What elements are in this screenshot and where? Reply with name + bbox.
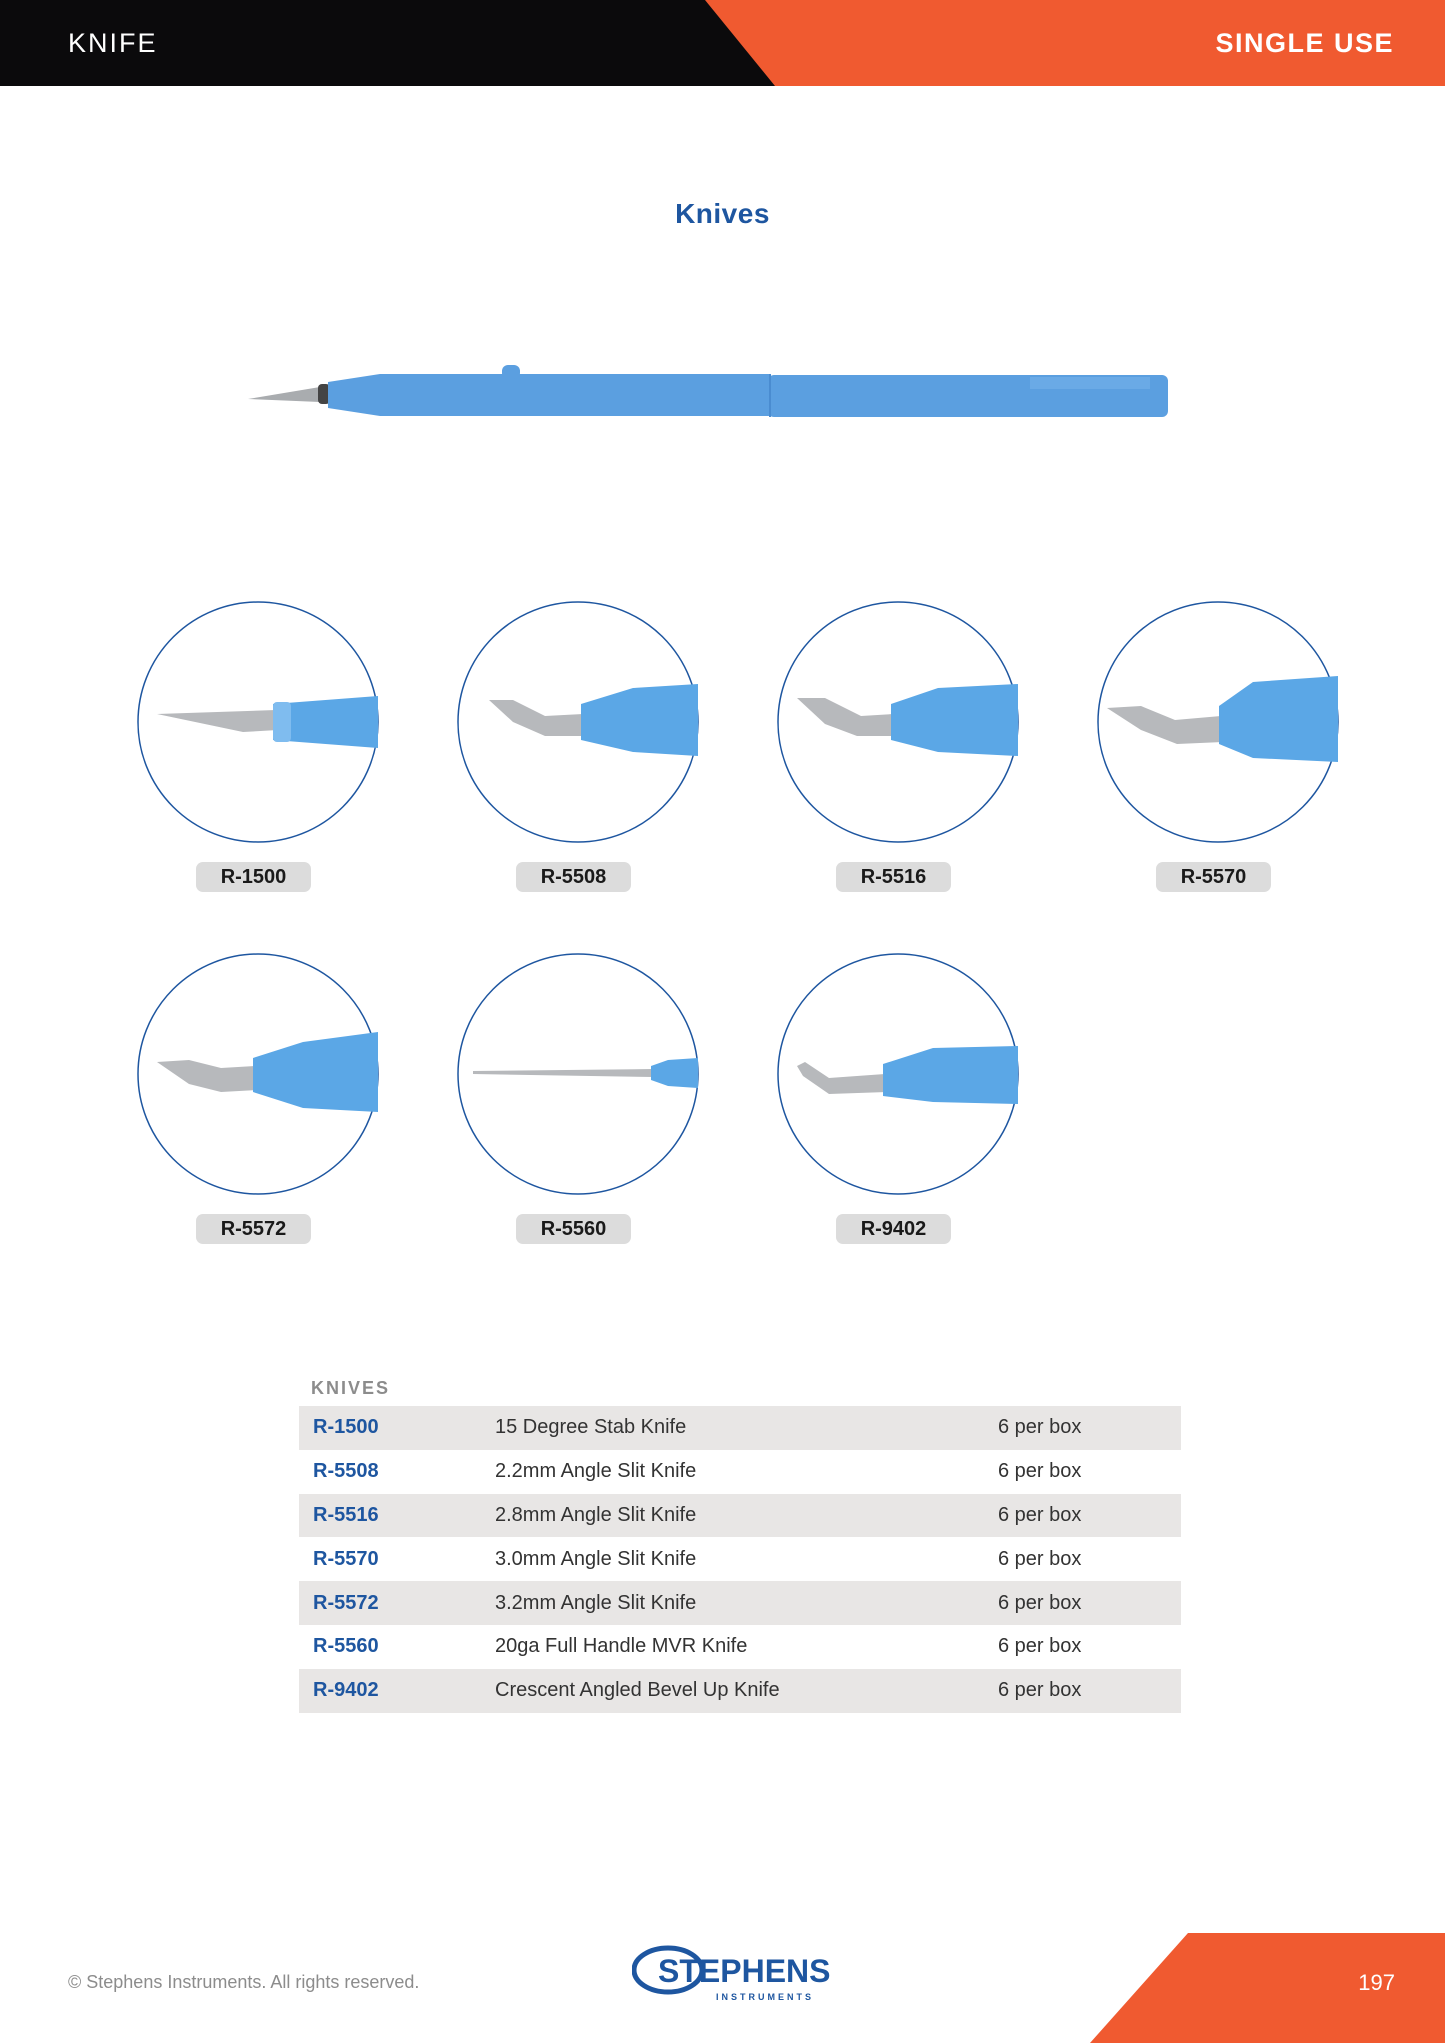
blade-closeup-image — [773, 952, 1023, 1202]
table-row — [299, 1450, 1181, 1494]
product-description: 15 Degree Stab Knife — [495, 1416, 687, 1439]
model-tag: R-5508 — [516, 862, 631, 892]
blade-closeup-image — [1093, 600, 1343, 850]
category-label: SINGLE USE — [1215, 28, 1394, 58]
model-tag: R-5572 — [196, 1214, 311, 1244]
blade-closeup-image — [453, 952, 703, 1202]
product-r-5508 — [453, 600, 703, 930]
svg-text:INSTRUMENTS: INSTRUMENTS — [716, 1992, 814, 2002]
product-quantity: 6 per box — [998, 1547, 1082, 1570]
product-code: R-5570 — [313, 1547, 379, 1570]
product-description: 2.2mm Angle Slit Knife — [495, 1460, 697, 1483]
blade-closeup-image — [773, 600, 1023, 850]
product-table — [299, 1370, 1181, 1713]
product-quantity: 6 per box — [998, 1591, 1082, 1614]
product-quantity: 6 per box — [998, 1679, 1082, 1702]
product-description: 3.2mm Angle Slit Knife — [495, 1591, 697, 1614]
model-tag: R-5516 — [836, 862, 951, 892]
product-r-5560 — [453, 952, 703, 1282]
product-quantity: 6 per box — [998, 1635, 1082, 1658]
page-number: 197 — [1358, 1970, 1395, 1995]
product-quantity: 6 per box — [998, 1503, 1082, 1526]
product-code: R-9402 — [313, 1679, 379, 1702]
product-quantity: 6 per box — [998, 1460, 1082, 1483]
table-row — [299, 1537, 1181, 1581]
table-row — [299, 1406, 1181, 1450]
model-tag: R-1500 — [196, 862, 311, 892]
blade-closeup-image — [133, 952, 383, 1202]
product-code: R-1500 — [313, 1416, 379, 1439]
product-r-9402 — [773, 952, 1023, 1282]
page-title: Knives — [675, 198, 770, 229]
product-code: R-5508 — [313, 1460, 379, 1483]
product-description: 3.0mm Angle Slit Knife — [495, 1547, 697, 1570]
table-row — [299, 1669, 1181, 1713]
product-r-1500 — [133, 600, 383, 930]
knife-hero-image — [240, 360, 1200, 430]
product-description: 20ga Full Handle MVR Knife — [495, 1635, 748, 1658]
product-code: R-5560 — [313, 1635, 379, 1658]
product-code: R-5572 — [313, 1591, 379, 1614]
product-description: 2.8mm Angle Slit Knife — [495, 1503, 697, 1526]
model-tag: R-5560 — [516, 1214, 631, 1244]
svg-text:STEPHENS: STEPHENS — [658, 1953, 831, 1989]
page-header — [0, 0, 1445, 86]
section-label: KNIFE — [68, 28, 158, 58]
model-tag: R-5570 — [1156, 862, 1271, 892]
blade-closeup-image — [453, 600, 703, 850]
stephens-logo — [632, 1944, 852, 2004]
product-r-5572 — [133, 952, 383, 1282]
copyright-text: © Stephens Instruments. All rights reserved. — [68, 1972, 420, 1992]
product-code: R-5516 — [313, 1503, 379, 1526]
product-r-5516 — [773, 600, 1023, 930]
model-tag: R-9402 — [836, 1214, 951, 1244]
product-quantity: 6 per box — [998, 1416, 1082, 1439]
table-row — [299, 1494, 1181, 1538]
blade-closeup-image — [133, 600, 383, 850]
product-description: Crescent Angled Bevel Up Knife — [495, 1679, 780, 1702]
table-row — [299, 1581, 1181, 1625]
table-row — [299, 1625, 1181, 1669]
product-r-5570 — [1093, 600, 1343, 930]
table-heading: KNIVES — [311, 1378, 391, 1398]
